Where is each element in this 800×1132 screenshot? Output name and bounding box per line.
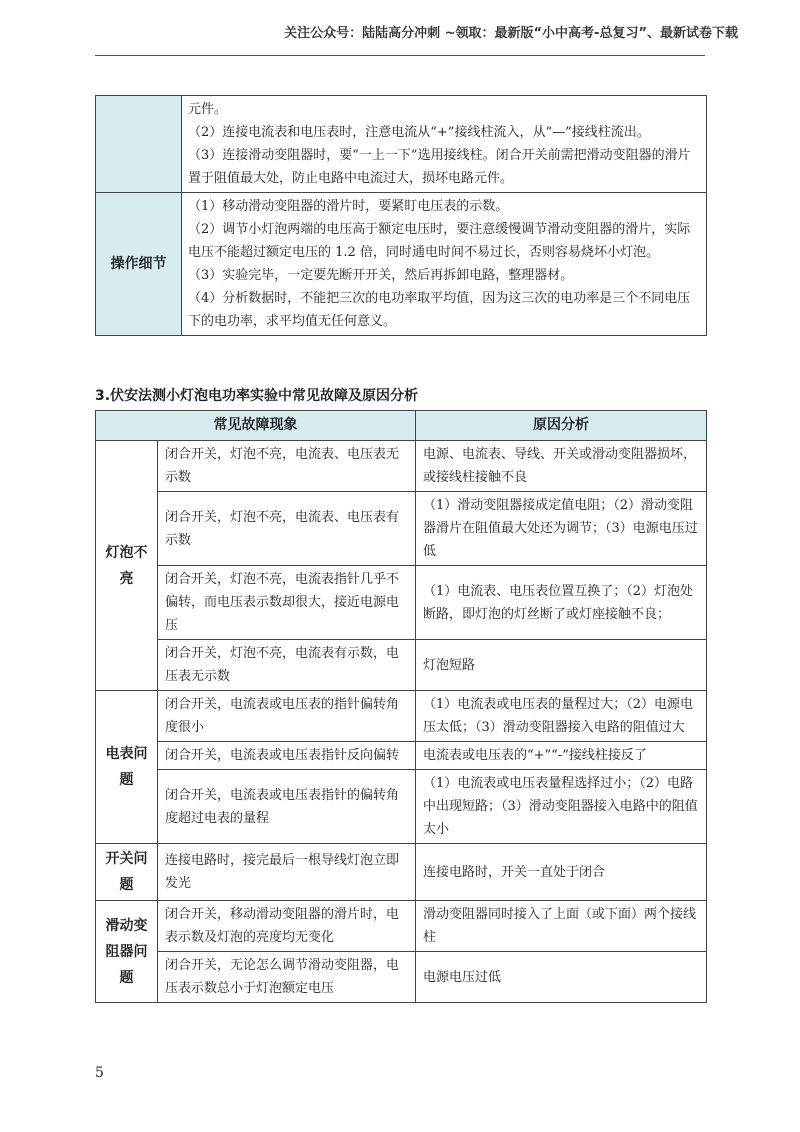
symptom-cell: 闭合开关，灯泡不亮，电流表、电压表有示数 xyxy=(158,492,416,566)
section-title: 3.伏安法测小灯泡电功率实验中常见故障及原因分析 xyxy=(95,388,419,404)
category-label: 灯泡不亮 xyxy=(96,441,158,691)
side-label-empty xyxy=(96,96,182,193)
table-row xyxy=(96,901,707,952)
symptom-cell: 闭合开关，灯泡不亮，电流表指针几乎不偏转，而电压表示数却很大，接近电源电压 xyxy=(158,566,416,640)
category-label: 滑动变阻器问题 xyxy=(96,901,158,1003)
table-row xyxy=(96,441,707,492)
cause-cell: 滑动变阻器同时接入了上面（或下面）两个接线柱 xyxy=(416,901,707,952)
symptom-cell: 闭合开关，灯泡不亮，电流表、电压表无示数 xyxy=(158,441,416,492)
operation-table xyxy=(95,95,707,336)
cause-cell: 电源、电流表、导线、开关或滑动变阻器损坏，或接线柱接触不良 xyxy=(416,441,707,492)
page-header: 关注公众号：陆陆高分冲刺 ~领取：最新版“小中高考-总复习”、最新试卷下载 xyxy=(284,26,738,41)
table-row xyxy=(96,844,707,901)
table-row xyxy=(96,742,707,770)
note-line: （3）连接滑动变阻器时，要“一上一下”选用接线柱。闭合开关前需把滑动变阻器的滑片置于阻值最大处，防止电路中电流过大，损坏电路元件。 xyxy=(188,148,691,186)
fault-table-body xyxy=(96,441,707,1003)
notes-cell xyxy=(182,96,707,193)
table-row xyxy=(96,952,707,1003)
table-header-row xyxy=(96,411,707,441)
cause-cell: （1）电流表、电压表位置互换了；（2）灯泡处断路，即灯泡的灯丝断了或灯座接触不良； xyxy=(416,566,707,640)
note-line: 元件。 xyxy=(188,102,228,117)
symptom-cell: 闭合开关，电流表或电压表的指针偏转角度很小 xyxy=(158,691,416,742)
side-label: 操作细节 xyxy=(96,193,182,336)
symptom-cell: 闭合开关，无论怎么调节滑动变阻器，电压表示数总小于灯泡额定电压 xyxy=(158,952,416,1003)
cause-cell: 电流表或电压表的“+”“-”接线柱接反了 xyxy=(416,742,707,770)
header-rule xyxy=(95,55,705,56)
note-line: （2）连接电流表和电压表时，注意电流从“+”接线柱流入，从“—”接线柱流出。 xyxy=(188,125,650,140)
column-header-cause: 原因分析 xyxy=(416,411,707,441)
category-label: 电表问题 xyxy=(96,691,158,844)
table-row xyxy=(96,691,707,742)
cause-cell: （1）滑动变阻器接成定值电阻；（2）滑动变阻器滑片在阻值最大处还为调节；（3）电源电压过低 xyxy=(416,492,707,566)
page-number: 5 xyxy=(95,1065,104,1081)
note-line: （4）分析数据时，不能把三次的电功率取平均值，因为这三次的电功率是三个不同电压下的电功率，求平均值无任何意义。 xyxy=(188,291,691,329)
cause-cell: 连接电路时，开关一直处于闭合 xyxy=(416,844,707,901)
table-row xyxy=(96,492,707,566)
table-row xyxy=(96,566,707,640)
table-row xyxy=(96,96,707,193)
note-line: （2）调节小灯泡两端的电压高于额定电压时，要注意缓慢调节滑动变阻器的滑片，实际电压不能超过额定电压的 1.2 倍，同时通电时间不易过长，否则容易烧坏小灯泡。 xyxy=(188,222,691,260)
category-label: 开关问题 xyxy=(96,844,158,901)
symptom-cell: 闭合开关，灯泡不亮，电流表有示数，电压表无示数 xyxy=(158,640,416,691)
cause-cell: 灯泡短路 xyxy=(416,640,707,691)
symptom-cell: 闭合开关，电流表或电压表指针的偏转角度超过电表的量程 xyxy=(158,770,416,844)
cause-cell: （1）电流表或电压表量程选择过小；（2）电路中出现短路；（3）滑动变阻器接入电路中的阻值太小 xyxy=(416,770,707,844)
column-header-symptom: 常见故障现象 xyxy=(96,411,416,441)
table-row xyxy=(96,770,707,844)
note-line: （3）实验完毕，一定要先断开开关，然后再拆卸电路，整理器材。 xyxy=(188,268,574,283)
notes-cell xyxy=(182,193,707,336)
symptom-cell: 连接电路时，接完最后一根导线灯泡立即发光 xyxy=(158,844,416,901)
note-line: （1）移动滑动变阻器的滑片时，要紧盯电压表的示数。 xyxy=(188,199,509,214)
table-row xyxy=(96,640,707,691)
fault-table xyxy=(95,410,707,1003)
cause-cell: （1）电流表或电压表的量程过大；（2）电源电压太低；（3）滑动变阻器接入电路的阻值过大 xyxy=(416,691,707,742)
symptom-cell: 闭合开关，电流表或电压表指针反向偏转 xyxy=(158,742,416,770)
cause-cell: 电源电压过低 xyxy=(416,952,707,1003)
table-row xyxy=(96,193,707,336)
symptom-cell: 闭合开关，移动滑动变阻器的滑片时，电表示数及灯泡的亮度均无变化 xyxy=(158,901,416,952)
